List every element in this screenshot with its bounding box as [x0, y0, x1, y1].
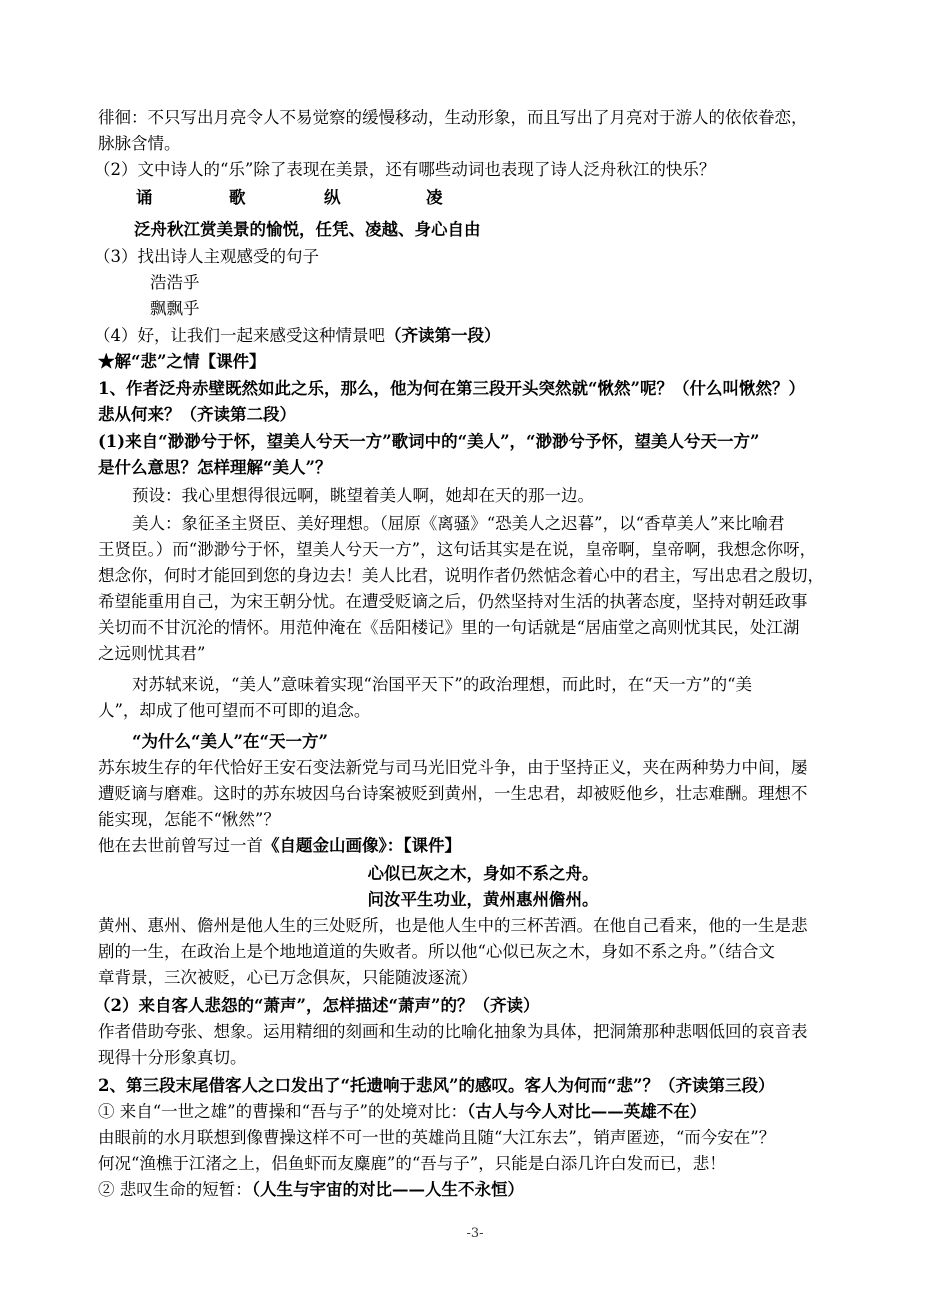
sub-question-2: （2）来自客人悲怨的“萧声”，怎样描述“萧声”的？（齐读）: [94, 996, 540, 1015]
question-3: （3）找出诗人主观感受的句子: [94, 247, 319, 266]
text-line: 能实现，怎能不“愀然”？: [98, 810, 280, 829]
text-line: 剧的一生，在政治上是个地地道道的失败者。所以他“心似已灰之木，身如不系之舟。”（结合文: [98, 942, 775, 961]
text-line: 浩浩乎: [150, 273, 200, 292]
text-line: 黄州、惠州、儋州是他人生的三处贬所，也是他人生中的三杯苦酒。在他自己看来，他的一生是悲: [98, 916, 808, 935]
question-1-cont: 悲从何来？（齐读第二段）: [98, 405, 296, 424]
text-line: 徘徊：不只写出月亮令人不易觉察的缓慢移动，生动形象，而且写出了月亮对于游人的依依眷恋，: [98, 108, 808, 127]
text-line: 想念你，何时才能回到您的身边去！美人比君，说明作者仍然惦念着心中的君主，写出忠君之殷切，: [98, 566, 824, 585]
text-line: 何况“渔樵于江渚之上，侣鱼虾而友麋鹿”的“吾与子”，只能是白添几许白发而已，悲！: [98, 1154, 726, 1173]
point-1: [98, 1099, 706, 1125]
poem-line: 心似已灰之木，身如不系之舟。: [367, 864, 599, 883]
verb: 诵: [136, 188, 153, 207]
point-note: （古人与今人对比——英雄不在）: [467, 1102, 707, 1121]
page-number: -3-: [466, 1226, 484, 1241]
text-line: 美人：象征圣主贤臣、美好理想。（屈原《离骚》“恐美人之迟暮”，以“香草美人”来比喻君: [132, 514, 785, 533]
text-line: 王贤臣。）而“渺渺兮于怀，望美人兮天一方”，这句话其实是在说，皇帝啊，皇帝啊，我想念你呀，: [98, 540, 817, 559]
sub-heading: “为什么“美人”在“天一方”: [132, 732, 328, 751]
text-line: 由眼前的水月联想到像曹操这样不可一世的英雄尚且随“大江东去”，销声匿迹，“而今安在”？: [98, 1128, 776, 1147]
text-line: 人”，却成了他可望而不可即的追念。: [98, 701, 371, 720]
verb-row: [136, 185, 446, 211]
point-text: ① 来自“一世之雄”的曹操和“吾与子”的处境对比：: [98, 1102, 467, 1121]
text-line: 希望能重用自己，为宋王朝分忧。在遭受贬谪之后，仍然坚持对生活的执著态度，坚持对朝廷政事: [98, 592, 808, 611]
point-2: [98, 1177, 524, 1203]
poem-intro: [98, 833, 461, 859]
question-2: （2）文中诗人的“乐”除了表现在美景，还有哪些动词也表现了诗人泛舟秋江的快乐？: [94, 160, 716, 179]
poem-line: 问汝平生功业，黄州惠州儋州。: [367, 890, 599, 909]
text-line: 之远则忧其君”: [98, 644, 206, 663]
text-line: 章背景，三次被贬，心已万念俱灰，只能随波逐流）: [98, 968, 478, 987]
verb: 歌: [229, 188, 246, 207]
text-line: 苏东坡生存的年代恰好王安石变法新党与司马光旧党斗争，由于坚持正义，夹在两种势力中间，屡: [98, 758, 808, 777]
sub-question-1-cont: 是什么意思？怎样理解“美人”？: [98, 458, 332, 477]
text-line: 脉脉含情。: [98, 134, 181, 153]
question-1: 1、作者泛舟赤壁既然如此之乐，那么，他为何在第三段开头突然就“愀然”呢？（什么叫愀然？）: [98, 379, 805, 398]
text-line: 关切而不甘沉沦的情怀。用范仲淹在《岳阳楼记》里的一句话就是“居庙堂之高则忧其民，处江湖: [98, 618, 800, 637]
instruction: （齐读第一段）: [385, 326, 501, 345]
text-line: 遭贬谪与磨难。这时的苏东坡因乌台诗案被贬到黄州，一生忠君，却被贬他乡，壮志难酬。理想不: [98, 784, 808, 803]
text-line: 飘飘乎: [150, 299, 200, 318]
answer-line: 泛舟秋江赏美景的愉悦，任凭、凌越、身心自由: [134, 220, 481, 239]
section-heading: ★解“悲”之情【课件】: [98, 352, 266, 371]
question-2: 2、第三段末尾借客人之口发出了“托遗响于悲风”的感叹。客人为何而“悲”？（齐读第三段）: [98, 1076, 775, 1095]
intro-text: 他在去世前曾写过一首: [98, 836, 263, 855]
question-text: （4）好，让我们一起来感受这种情景吧: [94, 326, 385, 345]
question-4: [94, 323, 501, 349]
point-text: ② 悲叹生命的短暂：: [98, 1180, 252, 1199]
text-line: 对苏轼来说，“美人”意味着实现“治国平天下”的政治理想，而此时，在“天一方”的“美: [132, 675, 753, 694]
sub-question-1: (1)来自“渺渺兮于怀，望美人兮天一方”歌词中的“美人”，“渺渺兮予怀，望美人兮天一方”: [98, 432, 760, 451]
text-line: 现得十分形象真切。: [98, 1048, 247, 1067]
text-line: 作者借助夸张、想象。运用精细的刻画和生动的比喻化抽象为具体，把洞箫那种悲咽低回的哀音表: [98, 1022, 808, 1041]
verb: 纵: [324, 188, 341, 207]
verb: 凌: [426, 188, 443, 207]
point-note: （人生与宇宙的对比——人生不永恒）: [251, 1180, 524, 1199]
poem-title: 《自题金山画像》：【课件】: [263, 836, 461, 855]
text-line: 预设：我心里想得很远啊，眺望着美人啊，她却在天的那一边。: [132, 486, 594, 505]
